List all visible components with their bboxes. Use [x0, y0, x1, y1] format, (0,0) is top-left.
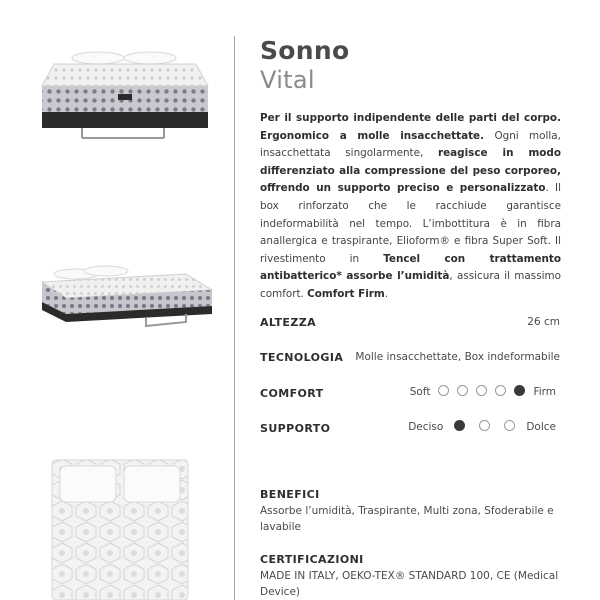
- comfort-dot-3: [476, 385, 487, 396]
- product-title: Sonno: [260, 36, 350, 65]
- spec-label-tecnologia: TECNOLOGIA: [260, 351, 344, 364]
- description-text: .: [384, 287, 389, 300]
- certificazioni-title: CERTIFICAZIONI: [260, 553, 364, 566]
- description-text: , assicura il massimo comfort.: [260, 270, 561, 300]
- supporto-min-label: Deciso: [408, 421, 444, 433]
- comfort-dot-5: [514, 385, 525, 396]
- supporto-max-label: Dolce: [526, 421, 556, 433]
- supporto-dots: [447, 420, 522, 434]
- benefici-title: BENEFICI: [260, 488, 320, 501]
- comfort-dot-1: [438, 385, 449, 396]
- certificazioni-text: MADE IN ITALY, OEKO-TEX® STANDARD 100, CE (Medical Device): [260, 570, 559, 598]
- spec-label-altezza: ALTEZZA: [260, 316, 316, 329]
- description-text: . Il box rinforzato che le racchiude garantisce indeformabilità nel tempo. L’imbottitura è in fibra anallergica e traspirante, Elioform® e fibra Super Soft. Il rivestimento in: [260, 182, 561, 265]
- comfort-min-label: Soft: [409, 386, 431, 398]
- comfort-scale: [406, 385, 560, 399]
- supporto-dot-1: [454, 420, 465, 431]
- spec-label-comfort: COMFORT: [260, 387, 324, 400]
- comfort-dot-4: [495, 385, 506, 396]
- comfort-dot-2: [457, 385, 468, 396]
- supporto-dot-3: [504, 420, 515, 431]
- benefici-text: Assorbe l’umidità, Traspirante, Multi zona, Sfoderabile e lavabile: [260, 505, 554, 533]
- spec-value-tecnologia: Molle insacchettate, Box indeformabile: [355, 351, 560, 363]
- product-subtitle: Vital: [260, 66, 315, 94]
- product-description: [260, 110, 561, 304]
- comfort-max-label: Firm: [533, 386, 556, 398]
- description-intro: Per il supporto indipendente delle parti del corpo. Ergonomico a molle insacchettate.: [260, 112, 561, 142]
- mattress-image-front: [36, 42, 214, 150]
- mattress-image-top: [50, 458, 190, 600]
- vertical-divider: [234, 36, 235, 600]
- mattress-image-angle: [36, 262, 214, 338]
- description-text: Ogni molla, insacchettata singolarmente,: [260, 129, 561, 160]
- description-highlight: reagisce in modo differenziato alla compressione del peso corporeo, offrendo un supporto preciso e personalizzato: [260, 147, 561, 195]
- supporto-scale: [404, 420, 560, 434]
- description-highlight: Tencel con trattamento antibatterico* assorbe l’umidità: [260, 252, 561, 283]
- description-highlight: Comfort Firm: [307, 287, 385, 300]
- spec-value-altezza: 26 cm: [527, 316, 560, 328]
- supporto-dot-2: [479, 420, 490, 431]
- spec-label-supporto: SUPPORTO: [260, 422, 331, 435]
- comfort-dots: [434, 385, 529, 399]
